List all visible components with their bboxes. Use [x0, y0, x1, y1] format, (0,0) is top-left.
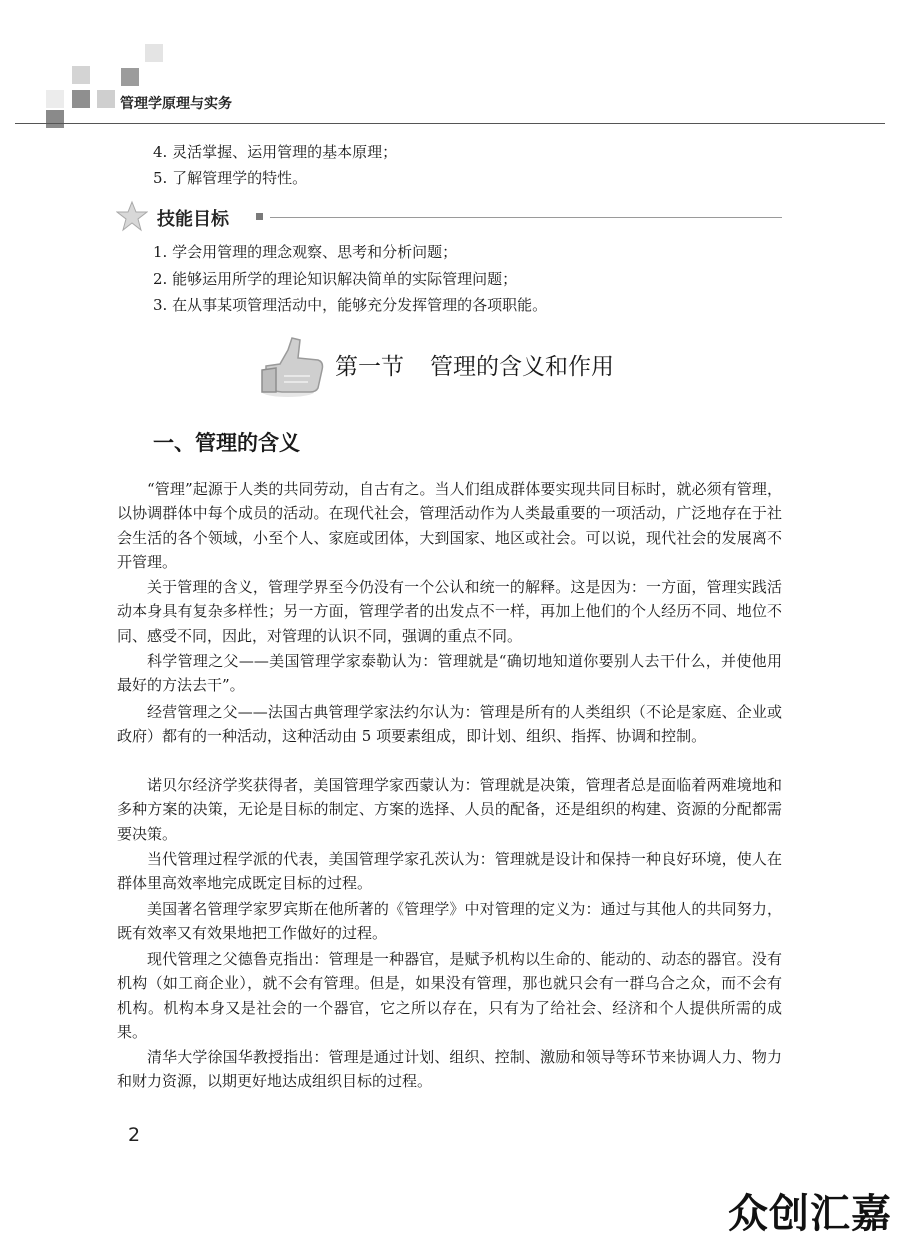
section-title [335, 348, 614, 381]
star-icon [116, 200, 148, 232]
body-paragraph: 科学管理之父——美国管理学家泰勒认为：管理就是“确切地知道你要别人去干什么，并使他用最好的方法去干”。 [117, 652, 782, 695]
header-decoration-square [46, 90, 64, 108]
heading-bullet [256, 213, 263, 220]
header-decoration-square [72, 90, 90, 108]
body-paragraph: 经营管理之父——法国古典管理学家法约尔认为：管理是所有的人类组织（不论是家庭、企业或政府）都有的一种活动，这种活动由 5 项要素组成，即计划、组织、指挥、协调和控制。 [117, 703, 782, 746]
body-paragraph: 当代管理过程学派的代表，美国管理学家孔茨认为：管理就是设计和保持一种良好环境，使人在群体里高效率地完成既定目标的过程。 [117, 850, 782, 893]
header-decoration-square [46, 110, 64, 128]
page-number: 2 [128, 1124, 141, 1146]
knowledge-goal-item: 5. 了解管理学的特性。 [153, 169, 308, 187]
skill-goals-heading: 技能目标 [157, 209, 229, 230]
subsection-heading: 一、管理的含义 [153, 431, 300, 455]
knowledge-goal-item: 4. 灵活掌握、运用管理的基本原理； [153, 143, 398, 161]
skill-goal-item: 3. 在从事某项管理活动中，能够充分发挥管理的各项职能。 [153, 296, 548, 314]
body-paragraph: 清华大学徐国华教授指出：管理是通过计划、组织、控制、激励和领导等环节来协调人力、物力和财力资源，以期更好地达成组织目标的过程。 [117, 1048, 782, 1091]
header-decoration-square [145, 44, 163, 62]
header-decoration-square [121, 68, 139, 86]
section-number: 第一节 [335, 354, 404, 380]
watermark-logo: 众创汇嘉 [728, 1191, 892, 1237]
header-decoration-square [97, 90, 115, 108]
header-divider [15, 123, 885, 124]
body-paragraph: “管理”起源于人类的共同劳动，自古有之。当人们组成群体要实现共同目标时，就必须有管理，以协调群体中每个成员的活动。在现代社会，管理活动作为人类最重要的一项活动，广泛地存在于社会生活的各个领域，小至个人、家庭或团体，大到国家、地区或社会。可以说，现代社会的发展离不开管理。 [117, 480, 782, 572]
body-paragraph: 关于管理的含义，管理学界至今仍没有一个公认和统一的解释。这是因为：一方面，管理实践活动本身具有复杂多样性；另一方面，管理学者的出发点不一样，再加上他们的个人经历不同、地位不同、感受不同，因此，对管理的认识不同，强调的重点不同。 [117, 578, 782, 645]
body-paragraph: 诺贝尔经济学奖获得者，美国管理学家西蒙认为：管理就是决策，管理者总是面临着两难境地和多种方案的决策，无论是目标的制定、方案的选择、人员的配备，还是组织的构建、资源的分配都需要决策。 [117, 776, 782, 843]
header-decoration-square [72, 66, 90, 84]
body-paragraph: 现代管理之父德鲁克指出：管理是一种器官，是赋予机构以生命的、能动的、动态的器官。没有机构（如工商企业），就不会有管理。但是，如果没有管理，那也就只会有一群乌合之众，而不会有机构。机构本身又是社会的一个器官，它之所以存在，只有为了给社会、经济和个人提供所需的成果。 [117, 950, 782, 1042]
skill-goal-item: 2. 能够运用所学的理论知识解决简单的实际管理问题； [153, 270, 518, 288]
thumbs-up-icon [258, 330, 330, 400]
section-name: 管理的含义和作用 [430, 354, 614, 380]
book-title: 管理学原理与实务 [120, 96, 232, 112]
skill-goal-item: 1. 学会用管理的理念观察、思考和分析问题； [153, 243, 458, 261]
skill-goals-divider [270, 217, 782, 218]
body-paragraph: 美国著名管理学家罗宾斯在他所著的《管理学》中对管理的定义为：通过与其他人的共同努力，既有效率又有效果地把工作做好的过程。 [117, 900, 782, 943]
